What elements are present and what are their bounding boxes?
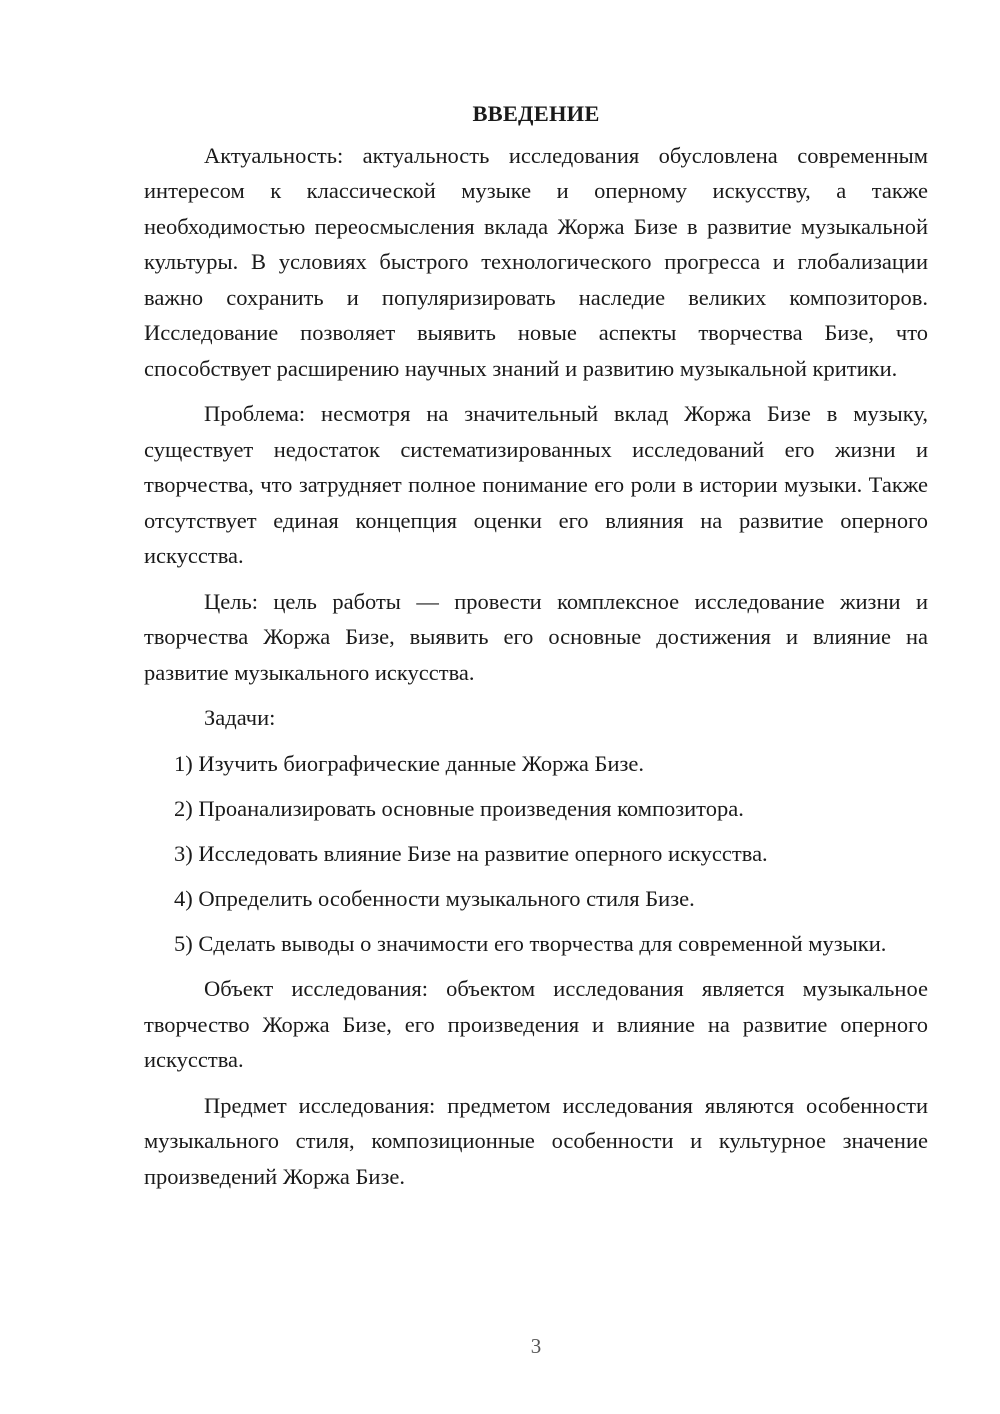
subject-paragraph: Предмет исследования: предметом исследования являются особенности музыкального стиля, композиционные особенности и культурное значение произведений Жоржа Бизе.	[144, 1092, 928, 1189]
page-title: ВВЕДЕНИЕ	[472, 101, 600, 126]
task-item: 4) Определить особенности музыкального стиля Бизе.	[174, 886, 695, 912]
tasks-list	[144, 746, 928, 962]
task-item: 3) Исследовать влияние Бизе на развитие оперного искусства.	[174, 840, 768, 866]
relevance-paragraph: Актуальность: актуальность исследования обусловлена современным интересом к классической музыке и оперному искусству, а также необходимостью переосмысления вклада Жоржа Бизе в развитие музыкальной культуры. В условиях быстрого технологического прогресса и глобализации важно сохранить и популяризировать наследие великих композиторов. Исследование позволяет выявить новые аспекты творчества Бизе, что способствует расширению научных знаний и развитию музыкальной критики.	[144, 142, 928, 381]
task-item: 2) Проанализировать основные произведения композитора.	[174, 795, 744, 821]
page-content	[144, 96, 928, 1204]
task-item: 5) Сделать выводы о значимости его творчества для современной музыки.	[174, 931, 887, 957]
goal-paragraph: Цель: цель работы — провести комплексное исследование жизни и творчества Жоржа Бизе, выявить его основные достижения и влияние на развитие музыкального искусства.	[144, 588, 928, 685]
tasks-heading: Задачи:	[204, 705, 276, 730]
page-number: 3	[530, 1334, 542, 1358]
task-item: 1) Изучить биографические данные Жоржа Бизе.	[174, 750, 644, 776]
object-paragraph: Объект исследования: объектом исследования является музыкальное творчество Жоржа Бизе, его произведения и влияние на развитие оперного искусства.	[144, 976, 928, 1073]
problem-paragraph: Проблема: несмотря на значительный вклад Жоржа Бизе в музыку, существует недостаток систематизированных исследований его жизни и творчества, что затрудняет полное понимание его роли в истории музыки. Также отсутствует единая концепция оценки его влияния на развитие оперного искусства.	[144, 401, 928, 568]
